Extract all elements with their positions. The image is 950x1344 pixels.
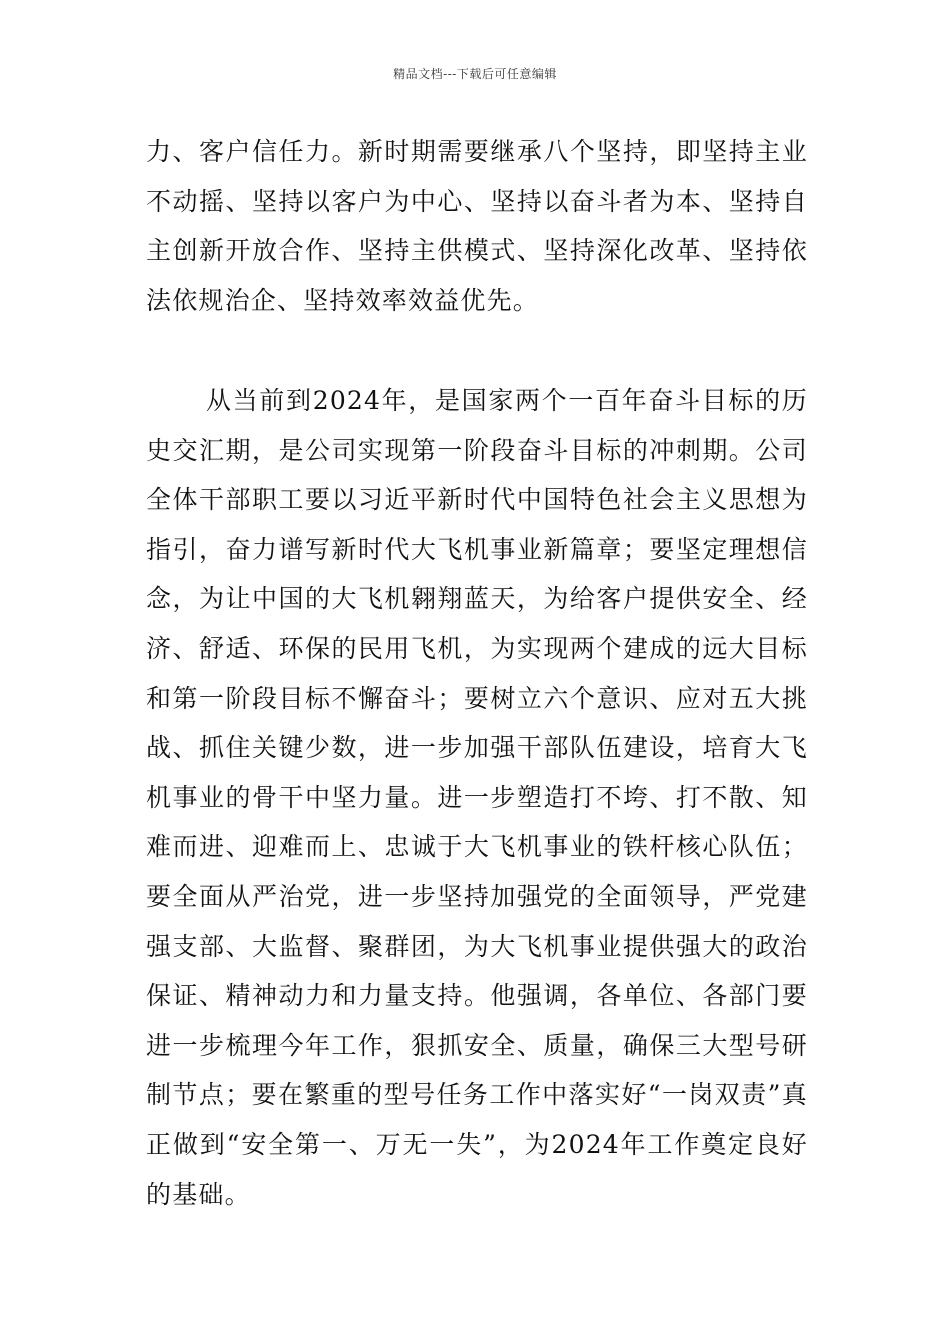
paragraph-1: 力、客户信任力。新时期需要继承八个坚持，即坚持主业不动摇、坚持以客户为中心、坚持以奋斗者为本、坚持自主创新开放合作、坚持主供模式、坚持深化改革、坚持依法依规治企、坚持效率效益优先。: [146, 137, 808, 315]
paragraph-2: 从当前到2024年，是国家两个一百年奋斗目标的历史交汇期，是公司实现第一阶段奋斗目标的冲刺期。公司全体干部职工要以习近平新时代中国特色社会主义思想为指引，奋力谱写新时代大飞机事业新篇章；要坚定理想信念，为让中国的大飞机翱翔蓝天，为给客户提供安全、经济、舒适、环保的民用飞机，为实现两个建成的远大目标和第一阶段目标不懈奋斗；要树立六个意识、应对五大挑战、抓住关键少数，进一步加强干部队伍建设，培育大飞机事业的骨干中坚力量。进一步塑造打不垮、打不散、知难而进、迎难而上、忠诚于大飞机事业的铁杆核心队伍；要全面从严治党，进一步坚持加强党的全面领导，严党建强支部、大监督、聚群团，为大飞机事业提供强大的政治保证、精神动力和力量支持。他强调，各单位、各部门要进一步梳理今年工作，狠抓安全、质量，确保三大型号研制节点；要在繁重的型号任务工作中落实好“一岗双责”真正做到“安全第一、万无一失”，为2024年工作奠定良好的基础。: [146, 386, 808, 1209]
page-header: 精品文档---下载后可任意编辑: [393, 67, 557, 81]
